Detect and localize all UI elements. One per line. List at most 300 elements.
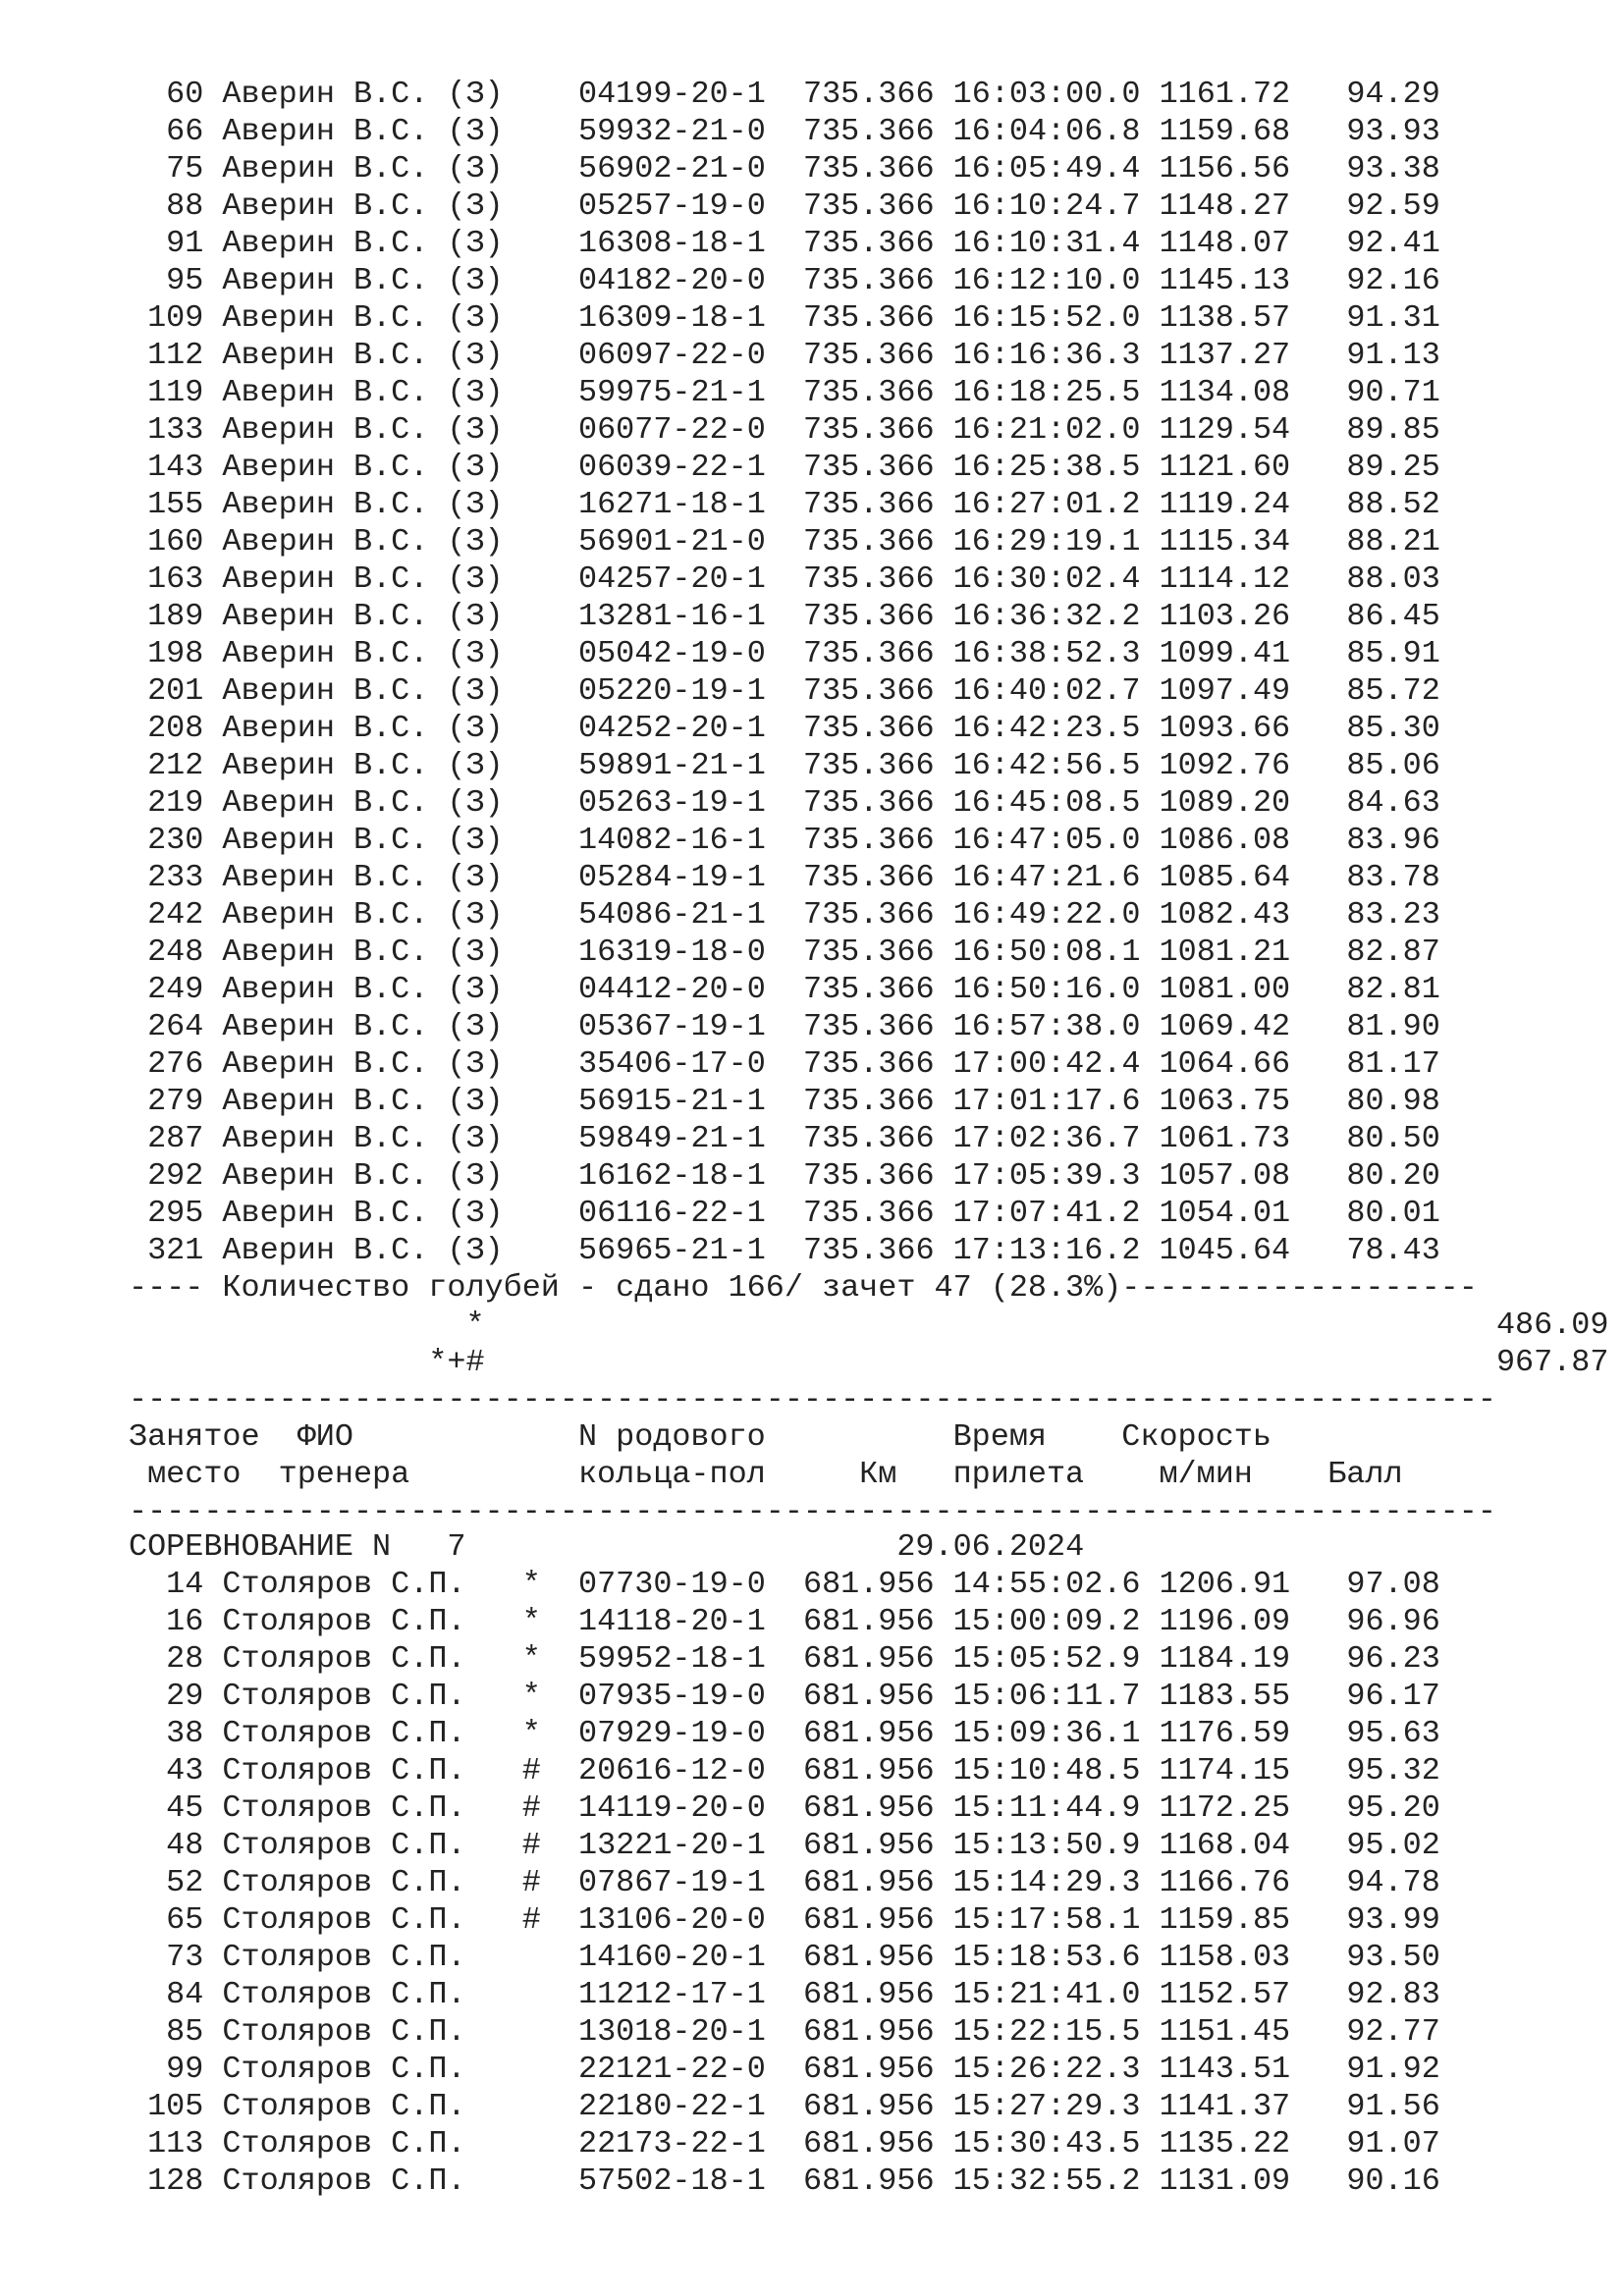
- table-row: [129, 1939, 1440, 1976]
- ring-cell: 22173-22-1: [578, 2126, 766, 2162]
- points-cell: 94.29: [1327, 77, 1440, 112]
- speed-cell: 1114.12: [1159, 561, 1291, 597]
- name-cell: Аверин В.С. (З): [222, 860, 504, 895]
- points-cell: 80.20: [1327, 1158, 1440, 1194]
- distance-cell: 681.956: [802, 2052, 935, 2087]
- arrival-time-cell: 16:38:52.3: [952, 636, 1141, 671]
- place-cell: 95: [129, 263, 204, 298]
- mark-cell: #: [521, 1790, 541, 1826]
- arrival-time-cell: 16:49:22.0: [952, 897, 1141, 933]
- ring-cell: 59932-21-0: [578, 114, 766, 149]
- arrival-time-cell: 17:05:39.3: [952, 1158, 1141, 1194]
- competition-title: СОРЕВНОВАНИЕ N 7: [129, 1529, 466, 1565]
- points-cell: 92.16: [1327, 263, 1440, 298]
- place-cell: 230: [129, 823, 204, 858]
- total-value: 967.87: [1495, 1345, 1609, 1380]
- arrival-time-cell: 16:18:25.5: [952, 375, 1141, 410]
- place-cell: 16: [129, 1604, 204, 1639]
- ring-cell: 13106-20-0: [578, 1902, 766, 1938]
- ring-cell: 59975-21-1: [578, 375, 766, 410]
- ring-cell: 07929-19-0: [578, 1716, 766, 1751]
- arrival-time-cell: 16:45:08.5: [952, 785, 1141, 821]
- table-row: [129, 1008, 1608, 1045]
- distance-cell: 735.366: [802, 934, 935, 970]
- name-cell: Столяров С.П.: [222, 1865, 504, 1900]
- points-cell: 93.38: [1327, 151, 1440, 187]
- ring-cell: 14118-20-1: [578, 1604, 766, 1639]
- mark-cell: *: [521, 1716, 541, 1751]
- place-cell: 163: [129, 561, 204, 597]
- mark-cell: [522, 1233, 541, 1268]
- distance-cell: 735.366: [802, 300, 935, 336]
- distance-cell: 735.366: [802, 487, 935, 522]
- arrival-time-cell: 15:11:44.9: [952, 1790, 1141, 1826]
- table-row: [129, 859, 1608, 896]
- ring-cell: 56901-21-0: [578, 524, 766, 560]
- place-cell: 189: [129, 599, 204, 634]
- name-cell: Аверин В.С. (З): [222, 1196, 504, 1231]
- place-cell: 276: [129, 1046, 204, 1082]
- name-cell: Столяров С.П.: [222, 1716, 504, 1751]
- ring-cell: 14160-20-1: [578, 1940, 766, 1975]
- table-row: [129, 1566, 1440, 1603]
- points-cell: 91.13: [1327, 338, 1440, 373]
- speed-cell: 1085.64: [1159, 860, 1291, 895]
- mark-cell: [522, 1121, 541, 1156]
- mark-cell: [522, 561, 541, 597]
- ring-cell: 06077-22-0: [578, 412, 766, 448]
- points-cell: 96.23: [1327, 1641, 1440, 1677]
- distance-cell: 735.366: [802, 972, 935, 1007]
- table-row: [129, 411, 1608, 449]
- mark-cell: [522, 1046, 541, 1082]
- speed-cell: 1206.91: [1159, 1567, 1291, 1602]
- results-rows-stolyarov: [129, 1566, 1440, 2200]
- distance-cell: 735.366: [802, 1196, 935, 1231]
- name-cell: Аверин В.С. (З): [222, 450, 504, 485]
- place-cell: 321: [129, 1233, 204, 1268]
- speed-cell: 1176.59: [1159, 1716, 1291, 1751]
- ring-cell: 56902-21-0: [578, 151, 766, 187]
- arrival-time-cell: 15:18:53.6: [952, 1940, 1141, 1975]
- arrival-time-cell: 16:05:49.4: [952, 151, 1141, 187]
- table-row: [129, 1120, 1608, 1157]
- place-cell: 128: [129, 2163, 204, 2199]
- ring-cell: 04182-20-0: [578, 263, 766, 298]
- mark-cell: *: [521, 1604, 541, 1639]
- name-cell: Столяров С.П.: [222, 1679, 504, 1714]
- points-cell: 82.81: [1327, 972, 1440, 1007]
- points-cell: 85.30: [1327, 711, 1440, 746]
- ring-cell: 16308-18-1: [578, 226, 766, 261]
- mark-cell: [522, 748, 541, 783]
- table-row: [129, 1603, 1440, 1640]
- results-block-competition-7: [129, 1528, 1440, 2200]
- arrival-time-cell: 16:30:02.4: [952, 561, 1141, 597]
- distance-cell: 681.956: [802, 2163, 935, 2199]
- mark-cell: *: [521, 1679, 541, 1714]
- place-cell: 112: [129, 338, 204, 373]
- mark-cell: [522, 151, 541, 187]
- speed-cell: 1151.45: [1159, 2014, 1291, 2050]
- place-cell: 248: [129, 934, 204, 970]
- points-cell: 93.99: [1327, 1902, 1440, 1938]
- ring-cell: 57502-18-1: [578, 2163, 766, 2199]
- place-cell: 133: [129, 412, 204, 448]
- arrival-time-cell: 16:16:36.3: [952, 338, 1141, 373]
- ring-cell: 07935-19-0: [578, 1679, 766, 1714]
- total-value: 486.09: [1495, 1308, 1609, 1343]
- points-cell: 91.07: [1327, 2126, 1440, 2162]
- arrival-time-cell: 15:21:41.0: [952, 1977, 1141, 2012]
- place-cell: 264: [129, 1009, 204, 1044]
- ring-cell: 22180-22-1: [578, 2089, 766, 2124]
- name-cell: Аверин В.С. (З): [222, 599, 504, 634]
- speed-cell: 1145.13: [1159, 263, 1291, 298]
- name-cell: Столяров С.П.: [222, 1567, 504, 1602]
- divider-line: -------------------------------------------------------------------------: [129, 1494, 1496, 1529]
- table-row: [129, 187, 1608, 225]
- distance-cell: 735.366: [802, 226, 935, 261]
- name-cell: Аверин В.С. (З): [222, 711, 504, 746]
- distance-cell: 681.956: [802, 2126, 935, 2162]
- table-row: [129, 76, 1608, 113]
- points-cell: 93.50: [1327, 1940, 1440, 1975]
- mark-cell: [522, 450, 541, 485]
- mark-cell: [522, 636, 541, 671]
- ring-cell: 04252-20-1: [578, 711, 766, 746]
- speed-cell: 1115.34: [1159, 524, 1291, 560]
- points-cell: 84.63: [1327, 785, 1440, 821]
- name-cell: Столяров С.П.: [222, 2014, 504, 2050]
- place-cell: 60: [129, 77, 204, 112]
- mark-cell: [522, 2089, 541, 2124]
- table-row: [129, 784, 1608, 822]
- distance-cell: 735.366: [802, 1158, 935, 1194]
- speed-cell: 1082.43: [1159, 897, 1291, 933]
- column-header-line-2: место тренера кольца-пол Км прилета м/мин Балл: [129, 1457, 1403, 1492]
- name-cell: Аверин В.С. (З): [222, 897, 504, 933]
- distance-cell: 735.366: [802, 1121, 935, 1156]
- mark-cell: *: [521, 1567, 541, 1602]
- ring-cell: 56915-21-1: [578, 1084, 766, 1119]
- speed-cell: 1148.27: [1159, 188, 1291, 224]
- table-row: [129, 1827, 1440, 1864]
- mark-cell: [522, 673, 541, 709]
- name-cell: Столяров С.П.: [222, 1641, 504, 1677]
- table-row: [129, 449, 1608, 486]
- distance-cell: 735.366: [802, 1046, 935, 1082]
- distance-cell: 681.956: [802, 1641, 935, 1677]
- mark-cell: [522, 897, 541, 933]
- table-row: [129, 598, 1608, 635]
- table-row: [129, 635, 1608, 672]
- speed-cell: 1156.56: [1159, 151, 1291, 187]
- distance-cell: 735.366: [802, 860, 935, 895]
- place-cell: 38: [129, 1716, 204, 1751]
- name-cell: Аверин В.С. (З): [222, 1084, 504, 1119]
- arrival-time-cell: 15:13:50.9: [952, 1828, 1141, 1863]
- ring-cell: 22121-22-0: [578, 2052, 766, 2087]
- points-cell: 85.72: [1327, 673, 1440, 709]
- distance-cell: 735.366: [802, 1084, 935, 1119]
- ring-cell: 13281-16-1: [578, 599, 766, 634]
- name-cell: Столяров С.П.: [222, 1753, 504, 1789]
- place-cell: 113: [129, 2126, 204, 2162]
- competition-date: 29.06.2024: [896, 1529, 1085, 1565]
- mark-cell: [522, 226, 541, 261]
- speed-cell: 1148.07: [1159, 226, 1291, 261]
- arrival-time-cell: 16:50:16.0: [952, 972, 1141, 1007]
- place-cell: 119: [129, 375, 204, 410]
- ring-cell: 05284-19-1: [578, 860, 766, 895]
- place-cell: 201: [129, 673, 204, 709]
- distance-cell: 681.956: [802, 1902, 935, 1938]
- table-row: [129, 672, 1608, 710]
- place-cell: 208: [129, 711, 204, 746]
- table-row: [129, 1640, 1440, 1678]
- mark-cell: [522, 114, 541, 149]
- points-cell: 85.91: [1327, 636, 1440, 671]
- mark-cell: [522, 860, 541, 895]
- arrival-time-cell: 15:27:29.3: [952, 2089, 1141, 2124]
- name-cell: Аверин В.С. (З): [222, 524, 504, 560]
- distance-cell: 681.956: [802, 1753, 935, 1789]
- table-row: [129, 225, 1608, 262]
- name-cell: Столяров С.П.: [222, 1940, 504, 1975]
- mark-cell: #: [521, 1865, 541, 1900]
- table-row: [129, 150, 1608, 187]
- speed-cell: 1196.09: [1159, 1604, 1291, 1639]
- speed-cell: 1141.37: [1159, 2089, 1291, 2124]
- speed-cell: 1093.66: [1159, 711, 1291, 746]
- mark-cell: [522, 1977, 541, 2012]
- arrival-time-cell: 17:07:41.2: [952, 1196, 1141, 1231]
- points-cell: 90.71: [1327, 375, 1440, 410]
- arrival-time-cell: 16:40:02.7: [952, 673, 1141, 709]
- ring-cell: 07867-19-1: [578, 1865, 766, 1900]
- table-row: [129, 896, 1608, 934]
- summary-line: ---- Количество голубей - сдано 166/ зачет 47 (28.3%)-------------------: [129, 1270, 1478, 1306]
- speed-cell: 1166.76: [1159, 1865, 1291, 1900]
- ring-cell: 56965-21-1: [578, 1233, 766, 1268]
- name-cell: Аверин В.С. (З): [222, 636, 504, 671]
- speed-cell: 1089.20: [1159, 785, 1291, 821]
- name-cell: Аверин В.С. (З): [222, 748, 504, 783]
- table-row: [129, 2125, 1440, 2163]
- points-cell: 81.17: [1327, 1046, 1440, 1082]
- place-cell: 160: [129, 524, 204, 560]
- ring-cell: 05042-19-0: [578, 636, 766, 671]
- ring-cell: 04257-20-1: [578, 561, 766, 597]
- mark-cell: [522, 599, 541, 634]
- table-row: [129, 337, 1608, 374]
- table-row: [129, 1752, 1440, 1789]
- place-cell: 84: [129, 1977, 204, 2012]
- distance-cell: 681.956: [802, 1604, 935, 1639]
- speed-cell: 1161.72: [1159, 77, 1291, 112]
- name-cell: Столяров С.П.: [222, 1790, 504, 1826]
- mark-cell: [522, 934, 541, 970]
- mark-cell: [522, 823, 541, 858]
- points-cell: 83.78: [1327, 860, 1440, 895]
- mark-cell: [522, 412, 541, 448]
- total-line-star-plus-hash: [129, 1344, 1608, 1381]
- mark-cell: [522, 188, 541, 224]
- arrival-time-cell: 17:00:42.4: [952, 1046, 1141, 1082]
- points-cell: 90.16: [1327, 2163, 1440, 2199]
- points-cell: 91.56: [1327, 2089, 1440, 2124]
- column-header-line-1: Занятое ФИО N родового Время Скорость: [129, 1419, 1272, 1455]
- place-cell: 198: [129, 636, 204, 671]
- name-cell: Столяров С.П.: [222, 1828, 504, 1863]
- points-cell: 92.59: [1327, 188, 1440, 224]
- points-cell: 78.43: [1327, 1233, 1440, 1268]
- ring-cell: 04412-20-0: [578, 972, 766, 1007]
- name-cell: Аверин В.С. (З): [222, 151, 504, 187]
- name-cell: Аверин В.С. (З): [222, 1158, 504, 1194]
- table-row: [129, 2088, 1440, 2125]
- arrival-time-cell: 16:25:38.5: [952, 450, 1141, 485]
- place-cell: 45: [129, 1790, 204, 1826]
- name-cell: Столяров С.П.: [222, 1902, 504, 1938]
- distance-cell: 681.956: [802, 1977, 935, 2012]
- place-cell: 295: [129, 1196, 204, 1231]
- points-cell: 88.52: [1327, 487, 1440, 522]
- points-cell: 95.63: [1327, 1716, 1440, 1751]
- speed-cell: 1184.19: [1159, 1641, 1291, 1677]
- arrival-time-cell: 16:10:31.4: [952, 226, 1141, 261]
- name-cell: Столяров С.П.: [222, 1604, 504, 1639]
- speed-cell: 1099.41: [1159, 636, 1291, 671]
- name-cell: Аверин В.С. (З): [222, 226, 504, 261]
- points-cell: 88.21: [1327, 524, 1440, 560]
- mark-cell: #: [521, 1753, 541, 1789]
- place-cell: 52: [129, 1865, 204, 1900]
- points-cell: 95.32: [1327, 1753, 1440, 1789]
- speed-cell: 1081.00: [1159, 972, 1291, 1007]
- name-cell: Столяров С.П.: [222, 2089, 504, 2124]
- speed-cell: 1063.75: [1159, 1084, 1291, 1119]
- ring-cell: 05263-19-1: [578, 785, 766, 821]
- distance-cell: 681.956: [802, 2014, 935, 2050]
- distance-cell: 735.366: [802, 711, 935, 746]
- ring-cell: 04199-20-1: [578, 77, 766, 112]
- arrival-time-cell: 15:22:15.5: [952, 2014, 1141, 2050]
- speed-cell: 1081.21: [1159, 934, 1291, 970]
- distance-cell: 735.366: [802, 151, 935, 187]
- distance-cell: 735.366: [802, 748, 935, 783]
- place-cell: 43: [129, 1753, 204, 1789]
- ring-cell: 05257-19-0: [578, 188, 766, 224]
- arrival-time-cell: 16:12:10.0: [952, 263, 1141, 298]
- distance-cell: 735.366: [802, 188, 935, 224]
- ring-cell: 16271-18-1: [578, 487, 766, 522]
- arrival-time-cell: 16:47:05.0: [952, 823, 1141, 858]
- distance-cell: 735.366: [802, 599, 935, 634]
- table-row: [129, 486, 1608, 523]
- table-row: [129, 971, 1608, 1008]
- speed-cell: 1119.24: [1159, 487, 1291, 522]
- place-cell: 73: [129, 1940, 204, 1975]
- arrival-time-cell: 17:01:17.6: [952, 1084, 1141, 1119]
- mark-cell: [522, 263, 541, 298]
- table-row: [129, 1678, 1440, 1715]
- speed-cell: 1086.08: [1159, 823, 1291, 858]
- table-row: [129, 1976, 1440, 2013]
- speed-cell: 1138.57: [1159, 300, 1291, 336]
- mark-cell: [522, 1084, 541, 1119]
- table-row: [129, 1157, 1608, 1195]
- speed-cell: 1092.76: [1159, 748, 1291, 783]
- ring-cell: 05220-19-1: [578, 673, 766, 709]
- speed-cell: 1057.08: [1159, 1158, 1291, 1194]
- place-cell: 75: [129, 151, 204, 187]
- speed-cell: 1061.73: [1159, 1121, 1291, 1156]
- speed-cell: 1143.51: [1159, 2052, 1291, 2087]
- place-cell: 105: [129, 2089, 204, 2124]
- place-cell: 287: [129, 1121, 204, 1156]
- total-line-star: [129, 1307, 1608, 1344]
- arrival-time-cell: 16:27:01.2: [952, 487, 1141, 522]
- mark-cell: [522, 2163, 541, 2199]
- mark-cell: *: [521, 1641, 541, 1677]
- ring-cell: 35406-17-0: [578, 1046, 766, 1082]
- arrival-time-cell: 15:30:43.5: [952, 2126, 1141, 2162]
- distance-cell: 681.956: [802, 1567, 935, 1602]
- mark-cell: [522, 1940, 541, 1975]
- distance-cell: 681.956: [802, 2089, 935, 2124]
- arrival-time-cell: 15:32:55.2: [952, 2163, 1141, 2199]
- ring-cell: 06097-22-0: [578, 338, 766, 373]
- arrival-time-cell: 15:26:22.3: [952, 2052, 1141, 2087]
- place-cell: 91: [129, 226, 204, 261]
- competition-title-line: [129, 1528, 1440, 1566]
- distance-cell: 681.956: [802, 1865, 935, 1900]
- speed-cell: 1174.15: [1159, 1753, 1291, 1789]
- points-cell: 93.93: [1327, 114, 1440, 149]
- table-row: [129, 747, 1608, 784]
- arrival-time-cell: 15:06:11.7: [952, 1679, 1141, 1714]
- arrival-time-cell: 16:03:00.0: [952, 77, 1141, 112]
- name-cell: Аверин В.С. (З): [222, 561, 504, 597]
- place-cell: 219: [129, 785, 204, 821]
- arrival-time-cell: 17:13:16.2: [952, 1233, 1141, 1268]
- arrival-time-cell: 16:21:02.0: [952, 412, 1141, 448]
- place-cell: 48: [129, 1828, 204, 1863]
- name-cell: Аверин В.С. (З): [222, 114, 504, 149]
- table-row: [129, 374, 1608, 411]
- table-row: [129, 2163, 1440, 2200]
- mark-cell: [522, 2014, 541, 2050]
- mark-cell: #: [521, 1828, 541, 1863]
- distance-cell: 681.956: [802, 1828, 935, 1863]
- name-cell: Аверин В.С. (З): [222, 1046, 504, 1082]
- arrival-time-cell: 16:10:24.7: [952, 188, 1141, 224]
- name-cell: Аверин В.С. (З): [222, 375, 504, 410]
- ring-cell: 07730-19-0: [578, 1567, 766, 1602]
- place-cell: 29: [129, 1679, 204, 1714]
- name-cell: Аверин В.С. (З): [222, 1121, 504, 1156]
- arrival-time-cell: 15:14:29.3: [952, 1865, 1141, 1900]
- name-cell: Аверин В.С. (З): [222, 785, 504, 821]
- arrival-time-cell: 16:29:19.1: [952, 524, 1141, 560]
- name-cell: Столяров С.П.: [222, 1977, 504, 2012]
- arrival-time-cell: 15:00:09.2: [952, 1604, 1141, 1639]
- mark-cell: [522, 487, 541, 522]
- table-row: [129, 1789, 1440, 1827]
- points-cell: 81.90: [1327, 1009, 1440, 1044]
